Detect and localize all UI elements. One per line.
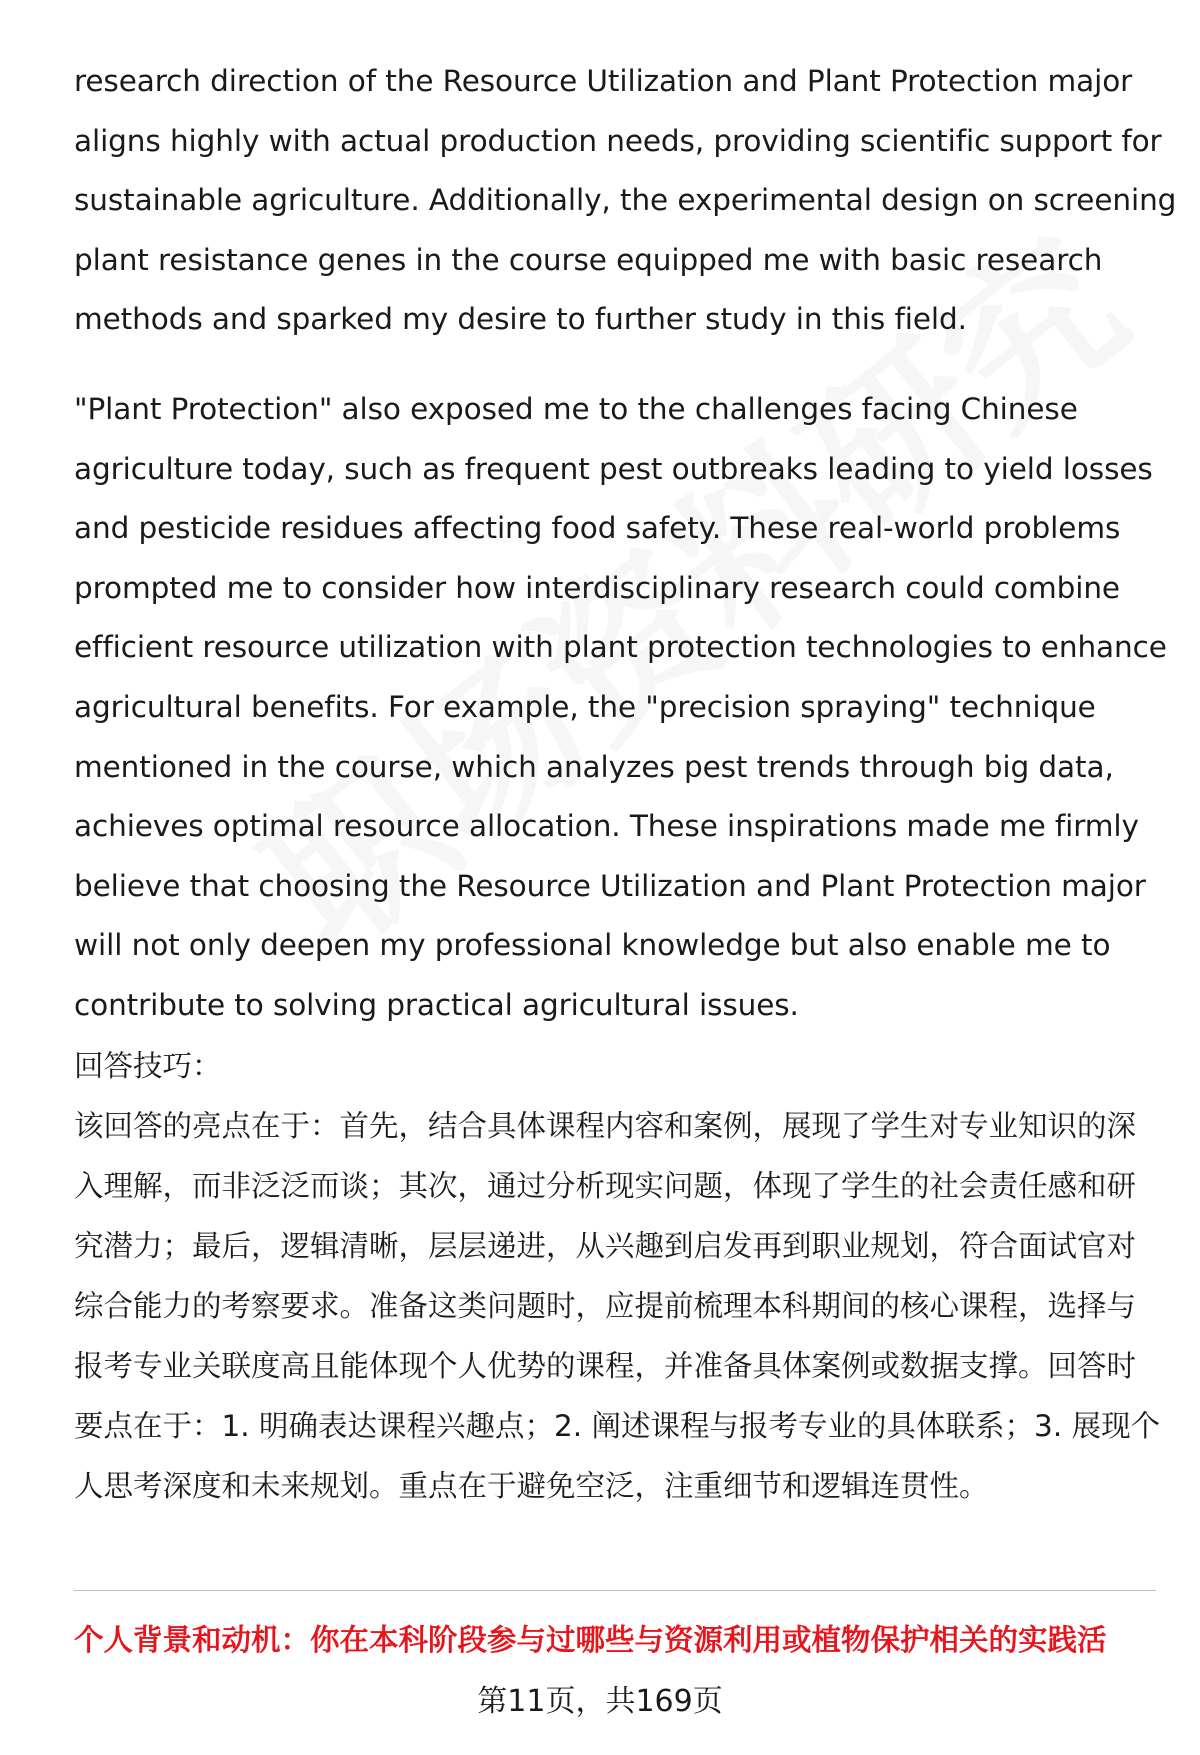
page-number: 第11页，共169页 <box>477 1684 723 1719</box>
text-line: 该回答的亮点在于：首先，结合具体课程内容和案例，展现了学生对专业知识的深 <box>74 1109 1137 1143</box>
section-divider <box>74 1590 1156 1591</box>
tips-body <box>74 1096 1161 1516</box>
paragraph-1 <box>74 52 1177 350</box>
tips-heading: 回答技巧： <box>74 1049 222 1083</box>
text-line: 要点在于：1. 明确表达课程兴趣点；2. 阐述课程与报考专业的具体联系；3. 展现个 <box>74 1409 1161 1443</box>
text-line: sustainable agriculture. Additionally, the experimental design on screening <box>74 183 1177 218</box>
text-line: plant resistance genes in the course equipped me with basic research <box>74 242 1103 277</box>
text-line: agricultural benefits. For example, the "precision spraying" technique <box>74 689 1096 724</box>
text-line: 究潜力；最后，逻辑清晰，层层递进，从兴趣到启发再到职业规划，符合面试官对 <box>74 1229 1137 1263</box>
text-line: 报考专业关联度高且能体现个人优势的课程，并准备具体案例或数据支撑。回答时 <box>74 1349 1137 1383</box>
text-line: 人思考深度和未来规划。重点在于避免空泛，注重细节和逻辑连贯性。 <box>74 1469 989 1503</box>
answer-tips-section <box>74 1036 1161 1516</box>
text-line: 入理解，而非泛泛而谈；其次，通过分析现实问题，体现了学生的社会责任感和研 <box>74 1169 1137 1203</box>
text-line: and pesticide residues affecting food safety. These real-world problems <box>74 511 1121 546</box>
text-line: believe that choosing the Resource Utilization and Plant Protection major <box>74 868 1146 903</box>
text-line: prompted me to consider how interdisciplinary research could combine <box>74 570 1120 605</box>
text-line: "Plant Protection" also exposed me to the challenges facing Chinese <box>74 391 1078 426</box>
text-line: aligns highly with actual production needs, providing scientific support for <box>74 123 1162 158</box>
text-line: efficient resource utilization with plant protection technologies to enhance <box>74 630 1167 665</box>
next-question-heading: 个人背景和动机：你在本科阶段参与过哪些与资源利用或植物保护相关的实践活 <box>74 1623 1107 1657</box>
text-line: agriculture today, such as frequent pest outbreaks leading to yield losses <box>74 451 1153 486</box>
text-line: methods and sparked my desire to further study in this field. <box>74 302 967 337</box>
text-line: will not only deepen my professional knowledge but also enable me to <box>74 928 1111 963</box>
essay-body <box>74 52 1177 1036</box>
text-line: contribute to solving practical agricultural issues. <box>74 987 799 1022</box>
text-line: mentioned in the course, which analyzes pest trends through big data, <box>74 749 1114 784</box>
text-line: achieves optimal resource allocation. These inspirations made me firmly <box>74 809 1139 844</box>
paragraph-2 <box>74 380 1167 1036</box>
text-line: research direction of the Resource Utilization and Plant Protection major <box>74 64 1133 98</box>
text-line: 综合能力的考察要求。准备这类问题时，应提前梳理本科期间的核心课程，选择与 <box>74 1289 1137 1323</box>
